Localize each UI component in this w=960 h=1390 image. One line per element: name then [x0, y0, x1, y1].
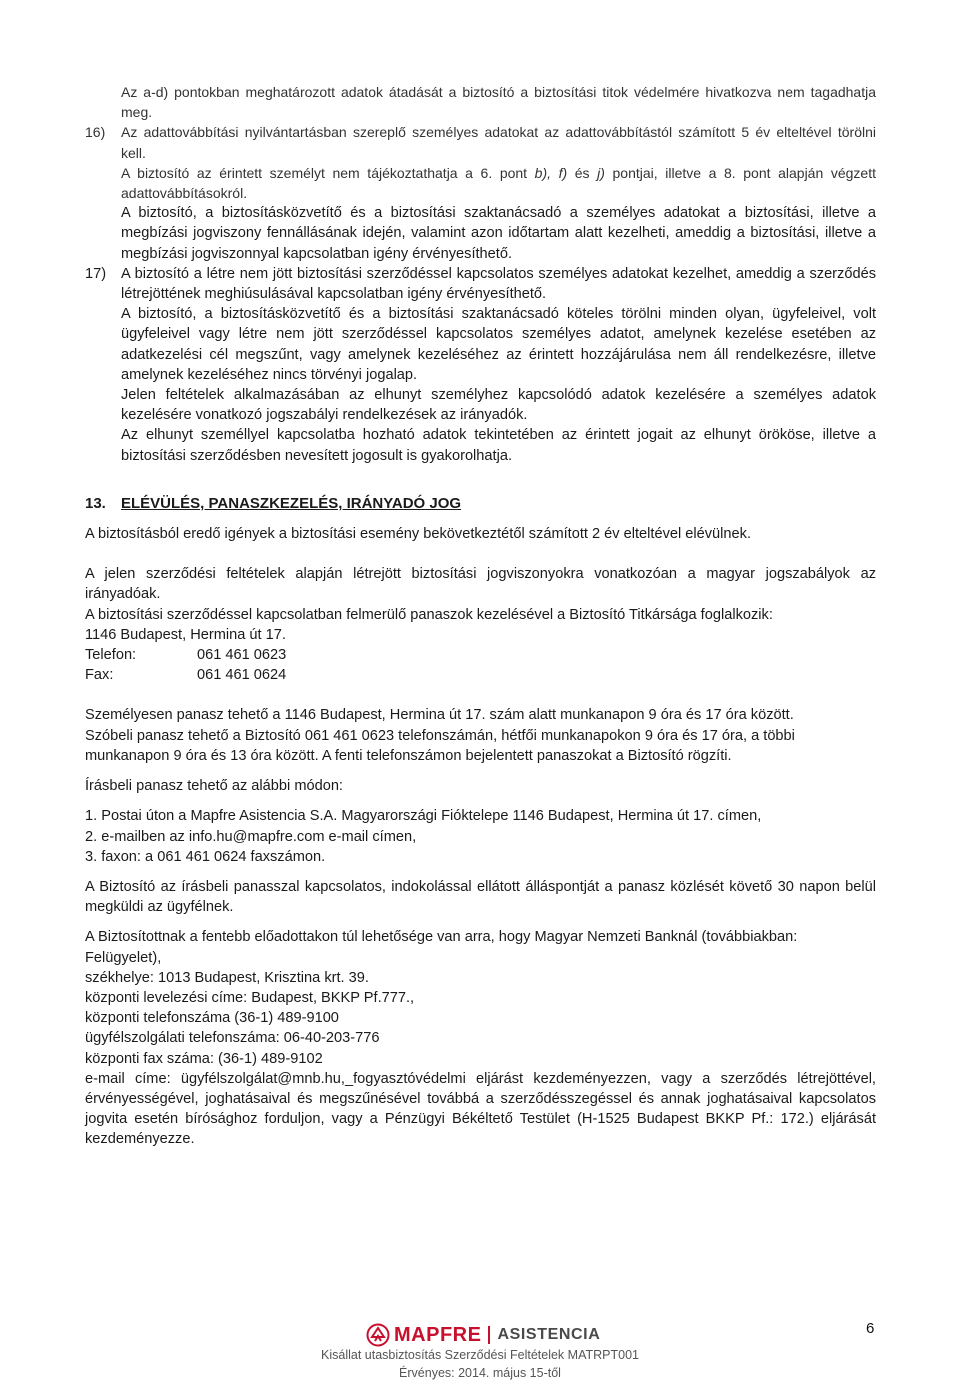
complaint-handling-paragraph: A biztosítási szerződéssel kapcsolatban felmerülő panaszok kezelésével a Biztosító Titkársága foglalkozik: [85, 606, 773, 623]
footer-validity: Érvényes: 2014. május 15-től [399, 1366, 561, 1380]
mnb-line-5: ügyfélszolgálati telefonszáma: 06-40-203-776 [85, 1030, 380, 1047]
item16-c2-c: és [567, 164, 598, 181]
statute-of-limitations-paragraph: A biztosításból eredő igények a biztosítási esemény bekövetkeztétől számított 2 év elteltével elévülnek. [85, 526, 752, 543]
in-person-complaint-paragraph: Személyesen panasz tehető a 1146 Budapest, Hermina út 17. szám alatt munkanapon 9 óra és 17 óra között. [85, 707, 794, 724]
governing-law-paragraph: A jelen szerződési feltételek alapján létrejött biztosítási jogviszonyokra vonatkozóan a magyar jogszabályok az irányadóak. [85, 566, 876, 603]
written-method-1: 1. Postai úton a Mapfre Asistencia S.A. Magyarországi Fióktelepe 1146 Budapest, Hermina út 17. címen, [85, 808, 762, 825]
item16-continuation-2 [85, 163, 876, 203]
footer-document-title: Kisállat utasbiztosítás Szerződési Feltételek MATRPT001 [321, 1348, 639, 1362]
page-footer [0, 1320, 960, 1390]
item16-c2-e: pontjai, illetve a 8. pont alapján végzett adattovábbításokról. [121, 164, 876, 202]
mnb-line-4: központi telefonszáma (36-1) 489-9100 [85, 1010, 339, 1027]
item16-continuation-3: A biztosító, a biztosításközvetítő és a biztosítási szaktanácsadó a személyes adatokat a biztosítási, illetve a megbízási jogviszony fennállásának idején, valamint azon időtartam alatt kezelheti, ameddig a biztosítási, illetve a megbízási jogviszonnyal kapcsolatban igény érvényesíthető. [121, 205, 876, 262]
item16-continuation-1: Az a-d) pontokban meghatározott adatok átadását a biztosító a biztosítási titok védelmére hivatkozva nem tagadhatja meg. [121, 84, 876, 121]
mnb-line-1: A Biztosítottnak a fentebb előadottakon túl lehetősége van arra, hogy Magyar Nemzeti Banknál (továbbiakban: Felügyelet), [85, 929, 798, 966]
fax-value: 061 461 0624 [197, 667, 287, 684]
section-heading [85, 494, 876, 514]
item16-c2-d: j) [597, 164, 605, 181]
written-method-2: 2. e-mailben az info.hu@mapfre.com e-mail címen, [85, 828, 417, 845]
mnb-line-6: központi fax száma: (36-1) 489-9102 [85, 1050, 323, 1067]
brand-secondary: ASISTENCIA [497, 1326, 601, 1343]
list-item-17-text: A biztosító a létre nem jött biztosítási szerződéssel kapcsolatos személyes adatokat kezelhet, ameddig a szerződés létrejöttének meghiúsulásával kapcsolatban igény érvényesíthető. [121, 265, 876, 303]
page-content [85, 82, 876, 1150]
brand-primary: MAPFRE [394, 1323, 482, 1346]
mnb-line-3: központi levelezési címe: Budapest, BKKP Pf.777., [85, 989, 415, 1006]
item17-continuation-2: Jelen feltételek alkalmazásában az elhunyt személyhez kapcsolódó adatok kezelésére a személyes adatok kezelésére vonatkozó jogszabályi rendelkezések az irányadók. [121, 387, 876, 424]
oral-complaint-paragraph: Szóbeli panasz tehető a Biztosító 061 461 0623 telefonszámán, hétfői munkanapokon 9 óra és 17 óra, a többi munkanapon 9 óra és 13 óra között. A fenti telefonszámon bejelentett panaszokat a Biztosító rögzíti. [85, 727, 795, 764]
mapfre-emblem-icon [366, 1323, 390, 1347]
list-item-16 [85, 122, 876, 162]
mnb-line-7: e-mail címe: ügyfélszolgálat@mnb.hu,_fogyasztóvédelmi eljárást kezdeményezzen, vagy a szerződés létrejöttével, érvényességével, joghatásaival és megszűnésével továbbá a szerződésszegéssel és annak joghatásaival kapcsolatos jogvita esetén bírósághoz forduljon, vagy a Pénzügyi Békéltető Testület (H-1525 Budapest BKKP Pf.: 172.) eljárását kezdeményezze. [85, 1070, 876, 1148]
list-number-16: 16) [85, 124, 106, 141]
written-complaint-intro: Írásbeli panasz tehető az alábbi módon: [85, 778, 343, 795]
section-title: ELÉVÜLÉS, PANASZKEZELÉS, IRÁNYADÓ JOG [121, 494, 462, 512]
page-number: 6 [866, 1320, 875, 1337]
section-number: 13. [85, 494, 106, 512]
item16-c2-b: b), f) [534, 164, 568, 181]
fax-label: Fax: [85, 667, 114, 684]
phone-row [85, 645, 876, 665]
fax-row [85, 665, 876, 685]
brand-separator [488, 1326, 490, 1344]
item16-c2-a: A biztosító az érintett személyt nem tájékoztathatja a 6. pont [121, 164, 535, 181]
mnb-line-2: székhelye: 1013 Budapest, Krisztina krt. 39. [85, 969, 369, 986]
item17-continuation-1: A biztosító, a biztosításközvetítő és a biztosítási szaktanácsadó köteles törölni minden olyan, ügyfeleivel, volt ügyfeleivel vagy létre nem jött szerződéssel kapcsolatos személyes adatot, amelynek kezelése esetében az adatkezelési cél megszűnt, vagy amelynek kezeléséhez az érintett hozzájárulása nem áll rendelkezésre, illetve amelynek kezeléséhez nincs törvényi jogalap. [121, 306, 876, 383]
list-item-17 [85, 264, 876, 304]
written-method-3: 3. faxon: a 061 461 0624 faxszámon. [85, 848, 326, 865]
secretariat-address: 1146 Budapest, Hermina út 17. [85, 626, 286, 643]
list-number-17: 17) [85, 265, 107, 282]
item17-continuation-3: Az elhunyt személlyel kapcsolatba hozható adatok tekintetében az érintett jogait az elhunyt örököse, illetve a biztosítási szerződésben nevesített jogosult is gyakorolhatja. [121, 427, 876, 464]
mapfre-asistencia-logo [366, 1323, 600, 1347]
phone-label: Telefon: [85, 647, 137, 664]
list-item-16-text: Az adattovábbítási nyilvántartásban szereplő személyes adatokat az adattovábbítástól számított 5 év elteltével törölni kell. [121, 124, 876, 161]
phone-value: 061 461 0623 [197, 647, 287, 664]
written-response-paragraph: A Biztosító az írásbeli panasszal kapcsolatos, indokolással ellátott álláspontját a panasz közlését követő 30 napon belül megküldi az ügyfélnek. [85, 878, 876, 916]
